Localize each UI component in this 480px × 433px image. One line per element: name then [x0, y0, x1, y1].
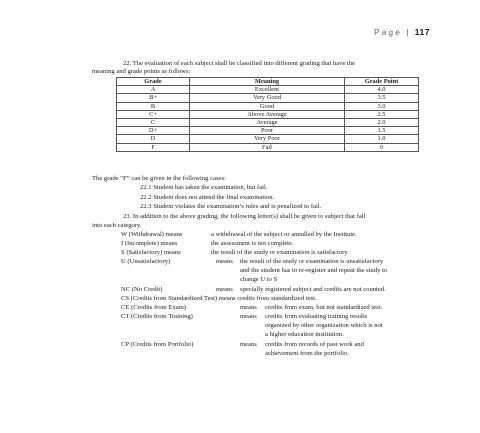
grade-point-cell: 3.5 — [345, 94, 419, 102]
means-ce: means — [240, 304, 257, 311]
meaning-cell: Fail — [190, 143, 345, 151]
header-grade-point: Grade Point — [345, 78, 419, 86]
table-row — [117, 119, 419, 127]
meaning-cell: Very Poor — [190, 135, 345, 143]
grade-point-cell: 1.0 — [345, 135, 419, 143]
desc-ce: credits from exam, but not standardized test. — [265, 304, 383, 311]
table-row — [117, 102, 419, 110]
desc-w: a withdrawal of the subject or annulled by the Institute. — [211, 231, 357, 238]
grade-table — [116, 77, 419, 152]
clause-22-line-1: 22. The evaluation of each subject shall be classified into different grading that have the — [123, 60, 356, 67]
grade-point-cell: 2.0 — [345, 119, 419, 127]
table-row — [117, 143, 419, 151]
meaning-cell: Very Good — [190, 94, 345, 102]
grade-cell: C+ — [117, 110, 190, 118]
meaning-cell: Above Average — [190, 110, 345, 118]
desc-cp-2: achievement from the portfolio. — [265, 350, 349, 357]
means-nc: means — [216, 286, 233, 293]
clause-23-line-1: 23. In addition to the above grading, the following letter(s) shall be given to subject that fall — [123, 213, 366, 220]
term-cs: CS (Credits from Standardized Test) means credits from standardized test. — [121, 295, 317, 302]
grade-cell: C — [117, 119, 190, 127]
header-meaning: Meaning — [190, 78, 345, 86]
grade-table-header-row — [117, 78, 419, 86]
header-grade: Grade — [117, 78, 190, 86]
table-row — [117, 135, 419, 143]
term-nc: NC (No Credit) — [121, 286, 163, 293]
grade-cell: A — [117, 86, 190, 94]
desc-s: the result of the study or examination is satisfactory. — [211, 249, 349, 256]
f-grade-case-2: 22.2 Student does not attend the final examination. — [140, 194, 275, 201]
f-grade-case-3: 22.3 Student violates the examination’s rules and is penalized to fail. — [140, 203, 322, 210]
table-row — [117, 94, 419, 102]
meaning-cell: Good — [190, 102, 345, 110]
term-ce: CE (Credits from Exam) — [121, 304, 187, 311]
desc-cp-1: credits from records of past work and — [265, 341, 364, 348]
means-cp: means — [240, 341, 257, 348]
desc-u-1: the result of the study or examination is unsatisfactory — [240, 258, 384, 265]
term-w: W (Withdrawal) means — [121, 231, 183, 238]
grade-point-cell: 3.0 — [345, 102, 419, 110]
desc-i: the assessment is not complete. — [211, 240, 294, 247]
desc-ct-1: credits from evaluating training results — [265, 313, 368, 320]
clause-22-line-2: meaning and grade points as follows: — [92, 68, 191, 75]
term-s: S (Satisfactory) means — [121, 249, 181, 256]
page-header — [374, 27, 430, 37]
term-cp: CP (Credits from Portfolio) — [121, 341, 194, 348]
grade-cell: B+ — [117, 94, 190, 102]
table-row — [117, 86, 419, 94]
grade-cell: F — [117, 143, 190, 151]
table-row — [117, 127, 419, 135]
page-separator: | — [406, 27, 411, 37]
f-grade-case-1: 22.1 Student has taken the examination, but fail. — [140, 184, 268, 191]
page-number: 117 — [414, 27, 430, 37]
grade-point-cell: 2.5 — [345, 110, 419, 118]
grade-point-cell: 0 — [345, 143, 419, 151]
clause-23-line-2: into each category. — [92, 222, 142, 229]
meaning-cell: Poor — [190, 127, 345, 135]
page-label: Page — [373, 27, 402, 37]
table-row — [117, 110, 419, 118]
grade-cell: B — [117, 102, 190, 110]
desc-nc: specially registered subject and credits are not counted. — [240, 286, 386, 293]
grade-cell: D+ — [117, 127, 190, 135]
desc-ct-3: a higher education institution. — [265, 331, 344, 338]
means-ct: means — [240, 313, 257, 320]
term-u: U (Unsatisfactory) — [121, 258, 171, 265]
meaning-cell: Average — [190, 119, 345, 127]
desc-u-3: change U to S — [240, 276, 278, 283]
means-u: means — [216, 258, 233, 265]
grade-point-cell: 4.0 — [345, 86, 419, 94]
term-ct: CT (Credits from Training) — [121, 313, 193, 320]
grade-point-cell: 1.5 — [345, 127, 419, 135]
grade-cell: D — [117, 135, 190, 143]
meaning-cell: Excellent — [190, 86, 345, 94]
desc-u-2: and the student has to re-register and repeat the study to — [240, 267, 388, 274]
term-i: I (Incomplete) means — [121, 240, 178, 247]
desc-ct-2: organized by other organization which is not — [265, 322, 383, 329]
f-grade-intro: The grade “F” can be given in the following cases: — [92, 175, 226, 182]
